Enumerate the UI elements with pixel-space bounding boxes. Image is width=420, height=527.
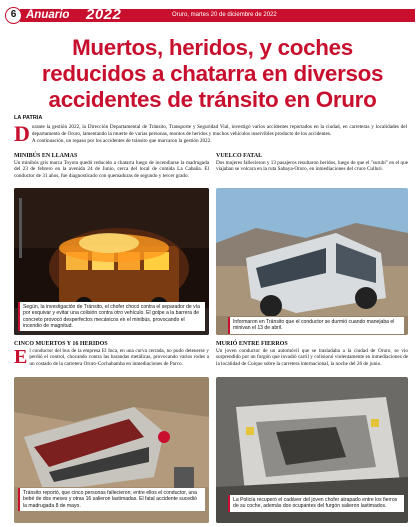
section-text-bus [14,348,209,367]
caption-fierros: La Policía recuperó el cadáver del joven chofer atrapado entre los fierros de su coche, además dos ocupantes del furgón salieron lastimados. [228,495,404,512]
section-title-minibus: MINIBÚS EN LLAMAS [14,153,78,159]
intro [14,121,407,146]
dateline: Oruro, martes 20 de diciembre de 2022 [172,12,277,18]
section-title-fierros: MURIÓ ENTRE FIERROS [216,341,288,347]
bus-text: l conductor del bus de la empresa El Inca, en una curva cerrada, no pudo detenerse y perdió el control, chocando contra las barandas metálicas, provocando varios rodes a un costado de la carretera Oruro-Cochabamba en inmediaciones de Parco. [29,348,209,367]
section-name: Anuario [26,9,70,21]
caption-bus: Tránsito reportó, que cinco personas fallecieron; entre ellos el conductor, una bebé de dos meses y otras 16 salieron lastimadas. El fatal accidente sucedió la madrugada 8 de mayo. [18,488,205,511]
bus-dropcap: E [14,346,28,368]
dropcap: D [14,121,30,146]
caption-vuelco: Informaron en Tránsito que el conductor se durmió cuando manejaba el minivan el 13 de abril. [228,317,404,334]
section-text-vuelco: Dos mujeres fallecieron y 13 pasajeros resultaron heridos, luego de que el "surubí" en el que viajaban se volcara en la ruta Sabaya-Oruro, en inmediaciones del cruce Culluri. [216,160,408,173]
intro-paragraph-2: A continuación, un repaso por los accidentes de tránsito que marcaron la gestión 2022. [31,138,212,145]
overturned-van-photo [216,188,408,335]
section-title-vuelco: VUELCO FATAL [216,153,263,159]
source-label: LA PATRIA [14,115,43,121]
page-header [0,6,420,26]
intro-paragraph-1: urante la gestión 2022, la Dirección Departamental de Tránsito, Transporte y Seguridad Vial, investigó varios accidentes reportados en la ciudad, en carreteras y localidades del departamento de Oruro, lamentando la muerte de varias personas, montos de heridos y muchos vehículos inservibles producto de los accidentes. [31,124,407,137]
page-number: 6 [5,7,22,24]
caption-minibus: Según, la investigación de Tránsito, el chofer chocó contra el separador de vía por esquivar y evitar una colisión contra otro vehículo. El golpe a la barrera de concreto provocó desperfectos mecánicos en el minibús, provocando el incendio de magnitud. [18,302,205,331]
section-year: 2022 [86,6,122,23]
section-title-bus: CINCO MUERTOS Y 16 HERIDOS [14,341,108,347]
section-text-fierros: Un joven conductor de un automóvil que se trasladaba a la ciudad de Oruro, se vio sorprendido por un furgón que invadió carril y colisionó violentamente en inmediaciones de la localidad de Coique sobre la carretera internacional, la noche del 26 de junio. [216,348,408,367]
section-text-minibus: Un minibús gris marca Toyota quedó reducido a chatarra luego de incendiarse la madrugada del 23 de febrero en la avenida 24 de Junio, cerca del local de comida La Cabaña. El conductor de 31 años, fue diagnosticado con quemaduras de segundo y tercer grado. [14,160,209,179]
headline: Muertos, heridos, y coches reducidos a chatarra en diversos accidentes de tránsito en Oruro [41,35,384,112]
